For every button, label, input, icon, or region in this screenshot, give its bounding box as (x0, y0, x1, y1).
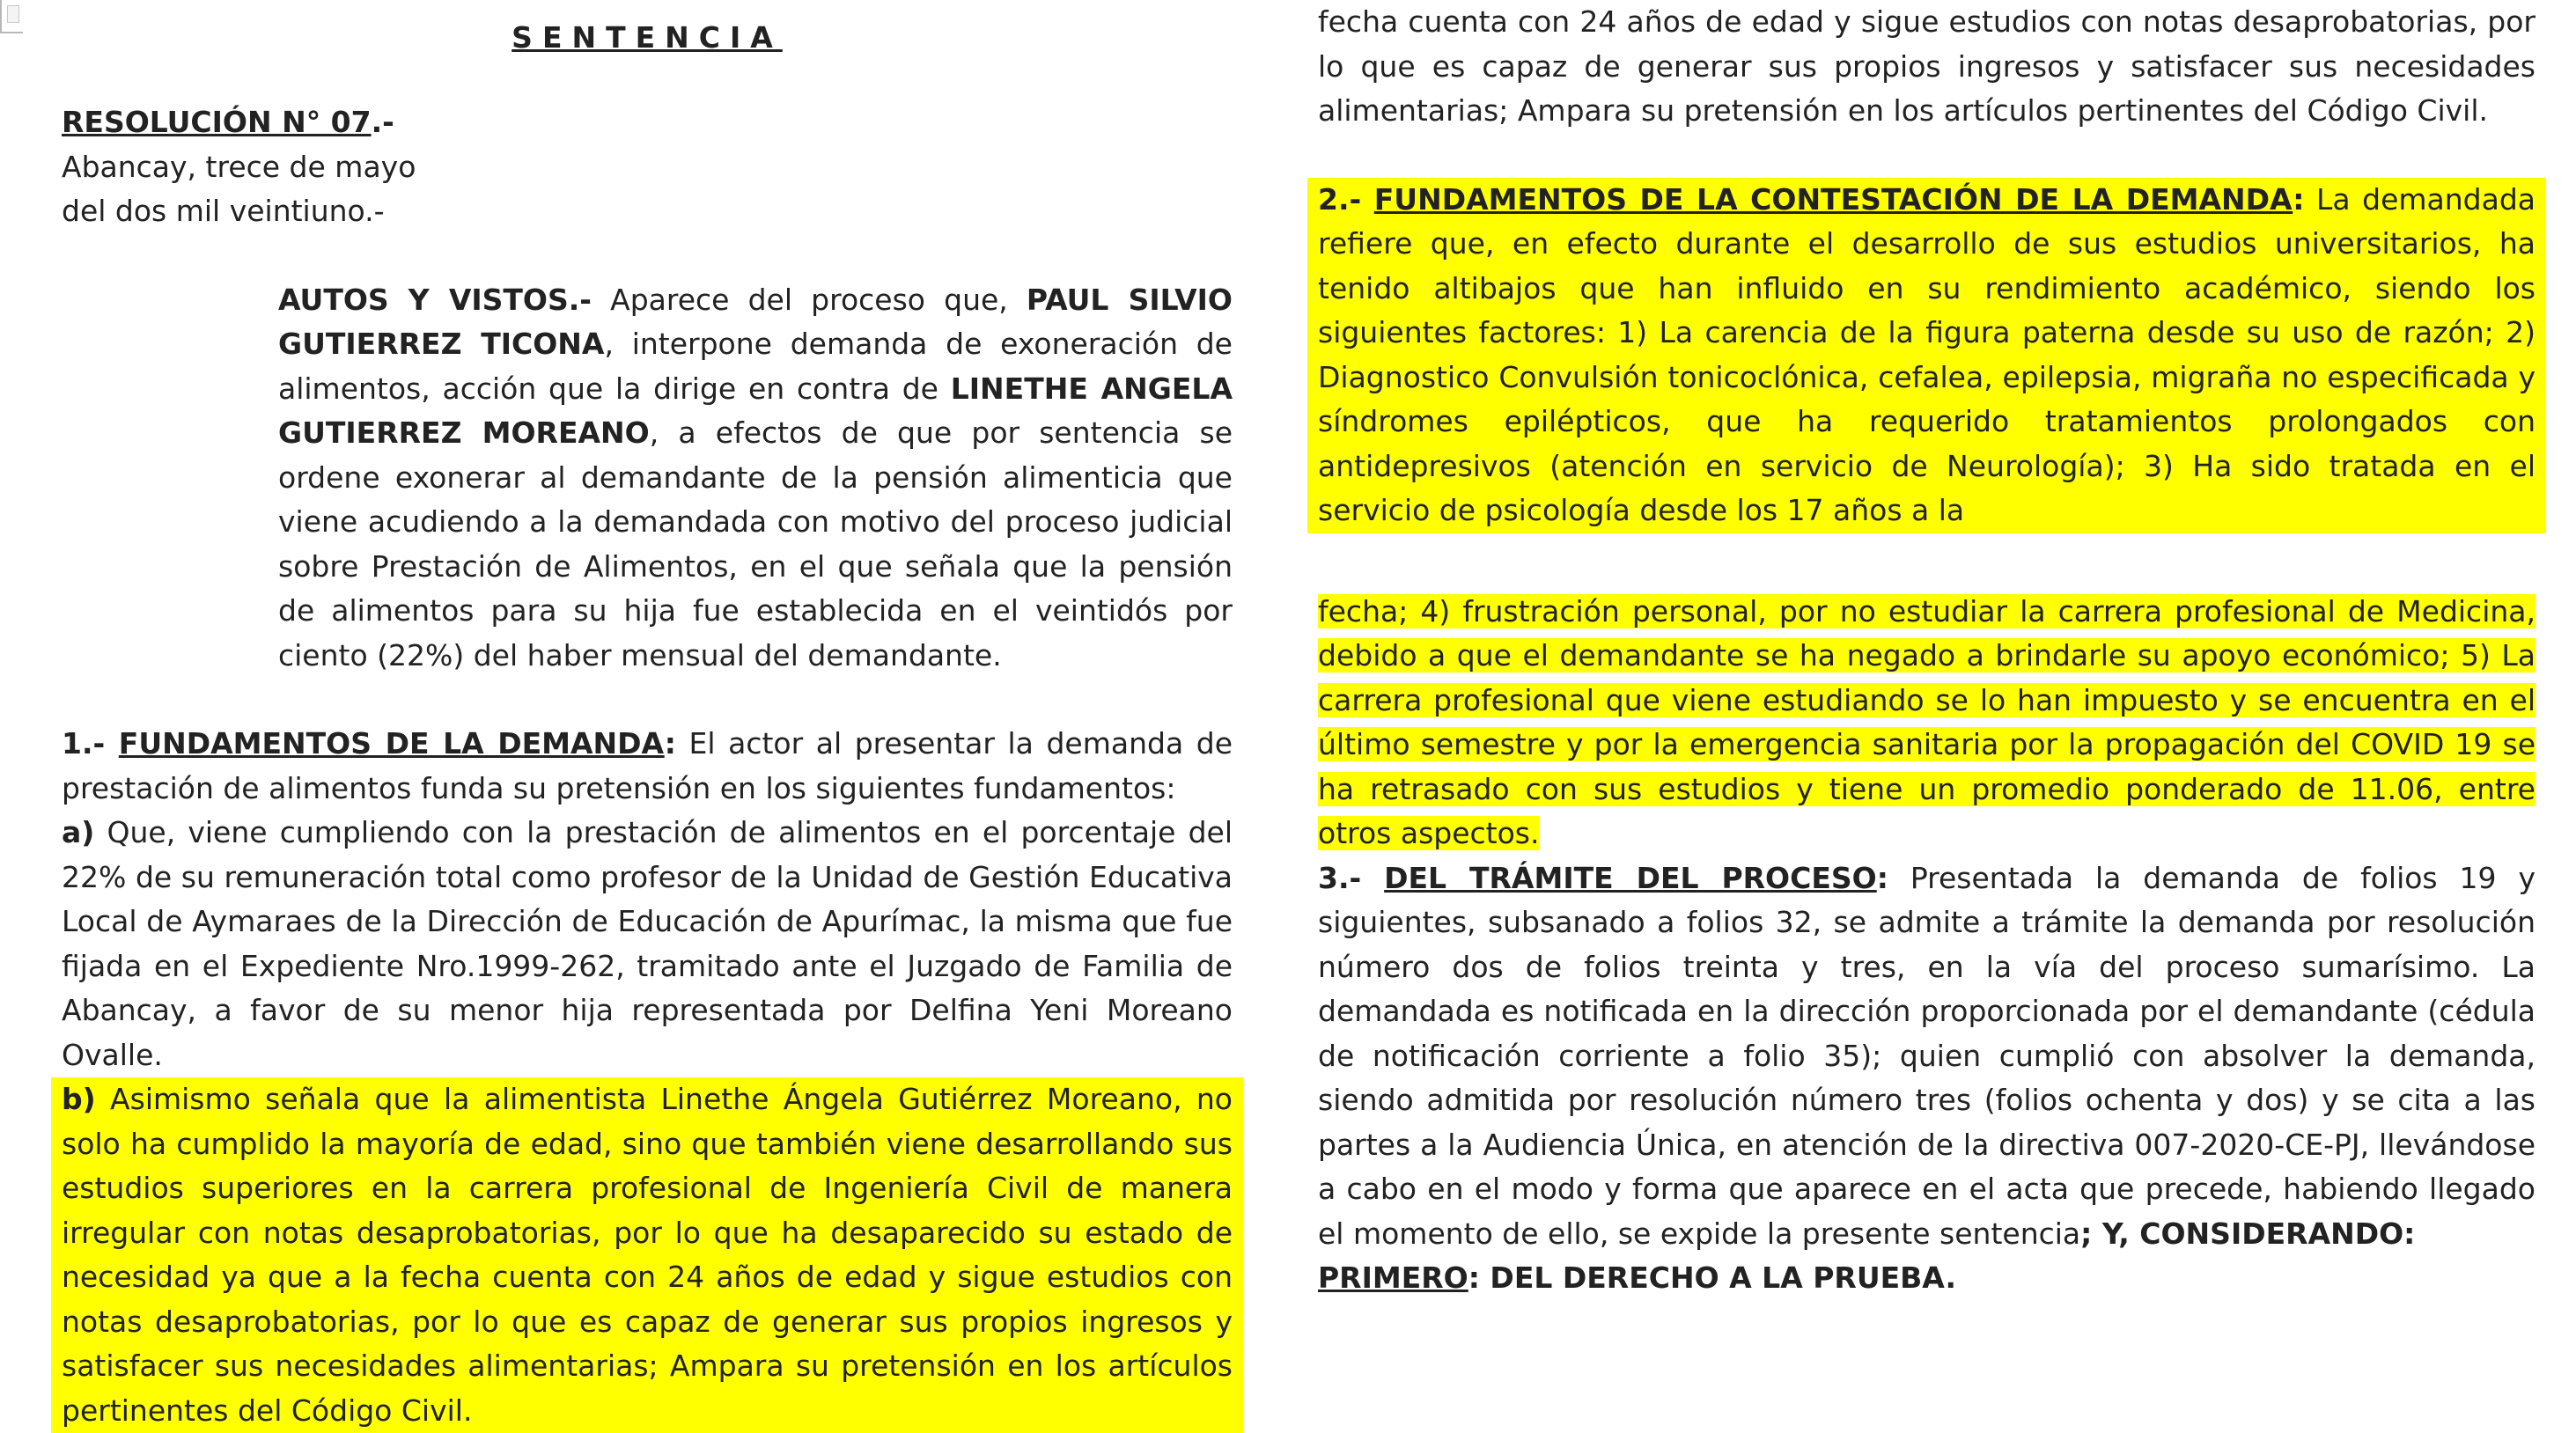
place-date-line2: del dos mil veintiuno.- (62, 194, 385, 228)
section2-paragraph-b: fecha; 4) frustración personal, por no estudiar la carrera profesional de Medicina, debido a que el demandante se ha negado a brindarle su apoyo económico; 5) La carrera profesional que viene estudiando se lo han impuesto y se encuentra en el último semestre y por la emergencia sanitaria por la propagación del COVID 19 se ha retrasado con sus estudios y tiene un promedio ponderado de 11.06, entre otros aspectos. (1318, 593, 2536, 850)
section3-paragraph: 3.- DEL TRÁMITE DEL PROCESO: Presentada la demanda de folios 19 y siguientes, subsanado a folios 32, se admite a trámite la demanda por resolución número dos de folios treinta y tres, en la vía del proceso sumarísimo. La demandada es notificada en la dirección proporcionada por el demandante (cédula de notificación corriente a folio 35); quien cumplió con absolver la demanda, siendo admitida por resolución número tres (folios ochenta y dos) y se cita a las partes a la Audiencia Única, en atención de la directiva 007-2020-CE-PJ, llevándose a cabo en el modo y forma que aparece en el acta que precede, habiendo llegado el momento de ello, se expide la presente sentencia; Y, CONSIDERANDO: (1318, 860, 2536, 1251)
autos-paragraph: AUTOS Y VISTOS.- Aparece del proceso que, PAUL SILVIO GUTIERREZ TICONA, interpone demanda de exoneración de alimentos, acción que la dirige en contra de LINETHE ANGELA GUTIERREZ MOREANO, a efectos de que por sentencia se ordene exonerar al demandante de la pensión alimenticia que viene acudiendo a la demandada con motivo del proceso judicial sobre Prestación de Alimentos, en el que señala que la pensión de alimentos para su hija fue establecida en el veintidós por ciento (22%) del haber mensual del demandante. (278, 282, 1233, 672)
section2-paragraph-a: 2.- FUNDAMENTOS DE LA CONTESTACIÓN DE LA DEMANDA: La demandada refiere que, en efecto durante el desarrollo de sus estudios universitarios, ha tenido altibajos que han influido en su rendimiento académico, siendo los siguientes factores: 1) La carencia de la figura paterna desde su uso de razón; 2) Diagnostico Convulsión tonicoclónica, cefalea, epilepsia, migraña no especificada y síndromes epilépticos, que ha requerido tratamientos prolongados con antidepresivos (atención en servicio de Neurología); 3) Ha sido tratada en el servicio de psicología desde los 17 años a la (1307, 178, 2546, 533)
section1-paragraph: 1.- FUNDAMENTOS DE LA DEMANDA: El actor al presentar la demanda de prestación de alimentos funda su pretensión en los siguientes fundamentos: (62, 726, 1233, 805)
resolution-number: RESOLUCIÓN N° 07.- (62, 105, 394, 139)
page-continuation: fecha cuenta con 24 años de edad y sigue estudios con notas desaprobatorias, por lo que es capaz de generar sus propios ingresos y satisfacer sus necesidades alimentarias; Ampara su pretensión en los artículos pertinentes del Código Civil. (1318, 4, 2536, 128)
section1-item-a: a) Que, viene cumpliendo con la prestación de alimentos en el porcentaje del 22% de su remuneración total como profesor de la Unidad de Gestión Educativa Local de Aymaraes de la Dirección de Educación de Apurímac, la misma que fue fijada en el Expediente Nro.1999-262, tramitado ante el Juzgado de Familia de Abancay, a favor de su menor hija representada por Delfina Yeni Moreano Ovalle. (62, 815, 1233, 1072)
right-column (1318, 0, 2536, 1301)
section1-item-b: b) Asimismo señala que la alimentista Linethe Ángela Gutiérrez Moreano, no solo ha cumplido la mayoría de edad, sino que también viene desarrollando sus estudios superiores en la carrera profesional de Ingeniería Civil de manera irregular con notas desaprobatorias, por lo que ha desaparecido su estado de necesidad ya que a la fecha cuenta con 24 años de edad y sigue estudios con notas desaprobatorias, por lo que es capaz de generar sus propios ingresos y satisfacer sus necesidades alimentarias; Ampara su pretensión en los artículos pertinentes del Código Civil. (51, 1077, 1243, 1433)
place-date-line1: Abancay, trece de mayo (62, 149, 416, 184)
considerando-heading: PRIMERO: DEL DERECHO A LA PRUEBA. (1318, 1260, 1956, 1295)
section3-heading: DEL TRÁMITE DEL PROCESO (1384, 860, 1877, 895)
left-column (62, 0, 1233, 1433)
section2-heading: FUNDAMENTOS DE LA CONTESTACIÓN DE LA DEMANDA (1373, 181, 2293, 217)
document-title: SENTENCIA (512, 20, 783, 55)
document-icon (0, 0, 23, 33)
section1-heading: FUNDAMENTOS DE LA DEMANDA (118, 726, 665, 761)
